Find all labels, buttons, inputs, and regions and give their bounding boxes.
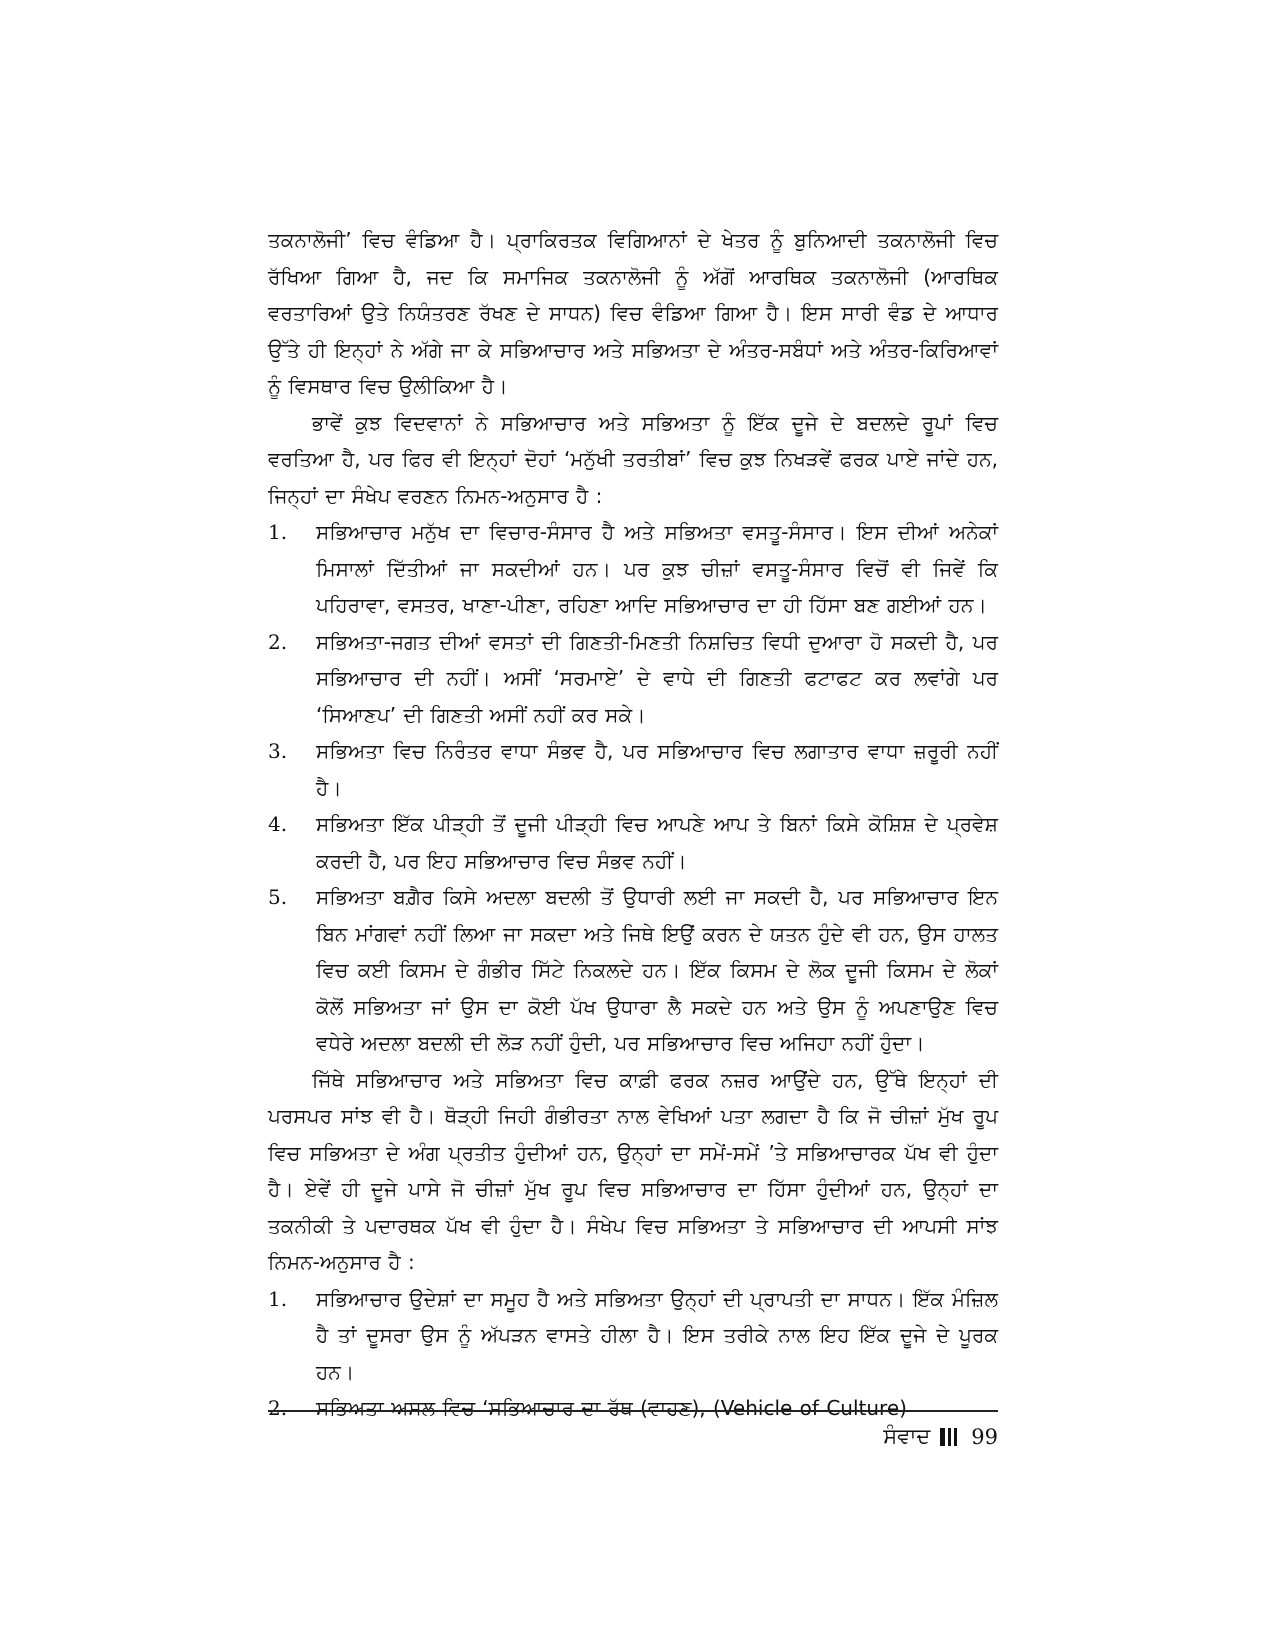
list-text: ਸਭਿਅਤਾ-ਜਗਤ ਦੀਆਂ ਵਸਤਾਂ ਦੀ ਗਿਣਤੀ-ਮਿਣਤੀ ਨਿਸ਼ਚਿਤ ਵਿਧੀ ਦੁਆਰਾ ਹੋ ਸਕਦੀ ਹੈ, ਪਰ ਸਭਿਆਚਾਰ ਦੀ ਨਹੀਂ। ਅਸੀਂ ‘ਸਰਮਾਏ’ ਦੇ ਵਾਧੇ ਦੀ ਗਿਣਤੀ ਫਟਾਫਟ ਕਰ ਲਵਾਂਗੇ ਪਰ ‘ਸਿਆਣਪ’ ਦੀ ਗਿਣਤੀ ਅਸੀਂ ਨਹੀਂ ਕਰ ਸਕੇ। bbox=[316, 629, 998, 727]
list-item bbox=[268, 1281, 998, 1391]
commonalities-list bbox=[268, 1281, 998, 1427]
list-item bbox=[268, 879, 998, 1062]
list-text: ਸਭਿਅਤਾ ਵਿਚ ਨਿਰੰਤਰ ਵਾਧਾ ਸੰਭਵ ਹੈ, ਪਰ ਸਭਿਆਚਾਰ ਵਿਚ ਲਗਾਤਾਰ ਵਾਧਾ ਜ਼ਰੂਰੀ ਨਹੀਂ ਹੈ। bbox=[316, 739, 998, 800]
journal-name: ਸੰਵਾਦ bbox=[883, 1424, 931, 1448]
differences-list bbox=[268, 514, 998, 1062]
page-footer bbox=[883, 1424, 998, 1449]
list-number: 4. bbox=[268, 812, 288, 836]
list-number: 1. bbox=[268, 520, 288, 544]
list-item bbox=[268, 733, 998, 806]
list-number: 2. bbox=[268, 1396, 288, 1420]
paragraph-2: ਭਾਵੇਂ ਕੁਝ ਵਿਦਵਾਨਾਂ ਨੇ ਸਭਿਆਚਾਰ ਅਤੇ ਸਭਿਅਤਾ ਨੂੰ ਇੱਕ ਦੂਜੇ ਦੇ ਬਦਲਦੇ ਰੂਪਾਂ ਵਿਚ ਵਰਤਿਆ ਹੈ, ਪਰ ਫਿਰ ਵੀ ਇਨ੍ਹਾਂ ਦੋਹਾਂ ‘ਮਨੁੱਖੀ ਤਰਤੀਬਾਂ’ ਵਿਚ ਕੁਝ ਨਿਖੜਵੇਂ ਫਰਕ ਪਾਏ ਜਾਂਦੇ ਹਨ, ਜਿਨ੍ਹਾਂ ਦਾ ਸੰਖੇਪ ਵਰਣਨ ਨਿਮਨ-ਅਨੁਸਾਰ ਹੈ : bbox=[268, 410, 998, 508]
list-text: ਸਭਿਅਤਾ ਬਗ਼ੈਰ ਕਿਸੇ ਅਦਲਾ ਬਦਲੀ ਤੋਂ ਉਧਾਰੀ ਲਈ ਜਾ ਸਕਦੀ ਹੈ, ਪਰ ਸਭਿਆਚਾਰ ਇਨ ਬਿਨ ਮਾਂਗਵਾਂ ਨਹੀਂ ਲਿਆ ਜਾ ਸਕਦਾ ਅਤੇ ਜਿਥੇ ਇਉਂ ਕਰਨ ਦੇ ਯਤਨ ਹੁੰਦੇ ਵੀ ਹਨ, ਉਸ ਹਾਲਤ ਵਿਚ ਕਈ ਕਿਸਮ ਦੇ ਗੰਭੀਰ ਸਿੱਟੇ ਨਿਕਲਦੇ ਹਨ। ਇੱਕ ਕਿਸਮ ਦੇ ਲੋਕ ਦੂਜੀ ਕਿਸਮ ਦੇ ਲੋਕਾਂ ਕੋਲੋਂ ਸਭਿਅਤਾ ਜਾਂ ਉਸ ਦਾ ਕੋਈ ਪੱਖ ਉਧਾਰਾ ਲੈ ਸਕਦੇ ਹਨ ਅਤੇ ਉਸ ਨੂੰ ਅਪਣਾਉਣ ਵਿਚ ਵਧੇਰੇ ਅਦਲਾ ਬਦਲੀ ਦੀ ਲੋੜ ਨਹੀਂ ਹੁੰਦੀ, ਪਰ ਸਭਿਆਚਾਰ ਵਿਚ ਅਜਿਹਾ ਨਹੀਂ ਹੁੰਦਾ। bbox=[316, 885, 998, 1055]
list-item bbox=[268, 806, 998, 879]
list-item bbox=[268, 1390, 998, 1427]
bars-icon bbox=[940, 1428, 957, 1446]
paragraph-3: ਜਿੱਥੇ ਸਭਿਆਚਾਰ ਅਤੇ ਸਭਿਅਤਾ ਵਿਚ ਕਾਫ਼ੀ ਫਰਕ ਨਜ਼ਰ ਆਉਂਦੇ ਹਨ, ਉੱਥੇ ਇਨ੍ਹਾਂ ਦੀ ਪਰਸਪਰ ਸਾਂਝ ਵੀ ਹੈ। ਥੋੜ੍ਹੀ ਜਿਹੀ ਗੰਭੀਰਤਾ ਨਾਲ ਵੇਖਿਆਂ ਪਤਾ ਲਗਦਾ ਹੈ ਕਿ ਜੋ ਚੀਜ਼ਾਂ ਮੁੱਖ ਰੂਪ ਵਿਚ ਸਭਿਅਤਾ ਦੇ ਅੰਗ ਪ੍ਰਤੀਤ ਹੁੰਦੀਆਂ ਹਨ, ਉਨ੍ਹਾਂ ਦਾ ਸਮੇਂ-ਸਮੇਂ ’ਤੇ ਸਭਿਆਚਾਰਕ ਪੱਖ ਵੀ ਹੁੰਦਾ ਹੈ। ਏਵੇਂ ਹੀ ਦੂਜੇ ਪਾਸੇ ਜੋ ਚੀਜ਼ਾਂ ਮੁੱਖ ਰੂਪ ਵਿਚ ਸਭਿਆਚਾਰ ਦਾ ਹਿੱਸਾ ਹੁੰਦੀਆਂ ਹਨ, ਉਨ੍ਹਾਂ ਦਾ ਤਕਨੀਕੀ ਤੇ ਪਦਾਰਥਕ ਪੱਖ ਵੀ ਹੁੰਦਾ ਹੈ। ਸੰਖੇਪ ਵਿਚ ਸਭਿਅਤਾ ਤੇ ਸਭਿਆਚਾਰ ਦੀ ਆਪਸੀ ਸਾਂਝ ਨਿਮਨ-ਅਨੁਸਾਰ ਹੈ : bbox=[268, 1067, 998, 1274]
list-text: ਸਭਿਅਤਾ ਇੱਕ ਪੀੜ੍ਹੀ ਤੋਂ ਦੂਜੀ ਪੀੜ੍ਹੀ ਵਿਚ ਆਪਣੇ ਆਪ ਤੇ ਬਿਨਾਂ ਕਿਸੇ ਕੋਸ਼ਿਸ਼ ਦੇ ਪ੍ਰਵੇਸ਼ ਕਰਦੀ ਹੈ, ਪਰ ਇਹ ਸਭਿਆਚਾਰ ਵਿਚ ਸੰਭਵ ਨਹੀਂ। bbox=[316, 812, 998, 873]
paragraph-1: ਤਕਨਾਲੋਜੀ’ ਵਿਚ ਵੰਡਿਆ ਹੈ। ਪ੍ਰਾਕਿਰਤਕ ਵਿਗਿਆਨਾਂ ਦੇ ਖੇਤਰ ਨੂੰ ਬੁਨਿਆਦੀ ਤਕਨਾਲੋਜੀ ਵਿਚ ਰੱਖਿਆ ਗਿਆ ਹੈ, ਜਦ ਕਿ ਸਮਾਜਿਕ ਤਕਨਾਲੋਜੀ ਨੂੰ ਅੱਗੋਂ ਆਰਥਿਕ ਤਕਨਾਲੋਜੀ (ਆਰਥਿਕ ਵਰਤਾਰਿਆਂ ਉਤੇ ਨਿਯੰਤਰਣ ਰੱਖਣ ਦੇ ਸਾਧਨ) ਵਿਚ ਵੰਡਿਆ ਗਿਆ ਹੈ। ਇਸ ਸਾਰੀ ਵੰਡ ਦੇ ਆਧਾਰ ਉੱਤੇ ਹੀ ਇਨ੍ਹਾਂ ਨੇ ਅੱਗੇ ਜਾ ਕੇ ਸਭਿਆਚਾਰ ਅਤੇ ਸਭਿਅਤਾ ਦੇ ਅੰਤਰ-ਸਬੰਧਾਂ ਅਤੇ ਅੰਤਰ-ਕਿਰਿਆਵਾਂ ਨੂੰ ਵਿਸਥਾਰ ਵਿਚ ਉਲੀਕਿਆ ਹੈ। bbox=[268, 228, 998, 398]
page-body bbox=[268, 222, 998, 1427]
list-text: ਸਭਿਅਤਾ ਅਸਲ ਵਿਚ ‘ਸਭਿਆਚਾਰ ਦਾ ਰੱਥ (ਵਾਹਣ), (Vehicle of Culture) bbox=[316, 1396, 907, 1420]
list-item bbox=[268, 624, 998, 734]
list-item bbox=[268, 514, 998, 624]
footer-rule bbox=[268, 1410, 998, 1412]
page-number: 99 bbox=[971, 1424, 998, 1449]
list-number: 5. bbox=[268, 885, 288, 909]
list-number: 3. bbox=[268, 739, 288, 763]
list-number: 1. bbox=[268, 1286, 288, 1311]
list-text: ਸਭਿਆਚਾਰ ਮਨੁੱਖ ਦਾ ਵਿਚਾਰ-ਸੰਸਾਰ ਹੈ ਅਤੇ ਸਭਿਅਤਾ ਵਸਤੂ-ਸੰਸਾਰ। ਇਸ ਦੀਆਂ ਅਨੇਕਾਂ ਮਿਸਾਲਾਂ ਦਿੱਤੀਆਂ ਜਾ ਸਕਦੀਆਂ ਹਨ। ਪਰ ਕੁਝ ਚੀਜ਼ਾਂ ਵਸਤੂ-ਸੰਸਾਰ ਵਿਚੋਂ ਵੀ ਜਿਵੇਂ ਕਿ ਪਹਿਰਾਵਾ, ਵਸਤਰ, ਖਾਣਾ-ਪੀਣਾ, ਰਹਿਣਾ ਆਦਿ ਸਭਿਆਚਾਰ ਦਾ ਹੀ ਹਿੱਸਾ ਬਣ ਗਈਆਂ ਹਨ। bbox=[316, 520, 998, 617]
list-text: ਸਭਿਆਚਾਰ ਉਦੇਸ਼ਾਂ ਦਾ ਸਮੂਹ ਹੈ ਅਤੇ ਸਭਿਅਤਾ ਉਨ੍ਹਾਂ ਦੀ ਪ੍ਰਾਪਤੀ ਦਾ ਸਾਧਨ। ਇੱਕ ਮੰਜ਼ਿਲ ਹੈ ਤਾਂ ਦੂਸਰਾ ਉਸ ਨੂੰ ਅੱਪੜਨ ਵਾਸਤੇ ਹੀਲਾ ਹੈ। ਇਸ ਤਰੀਕੇ ਨਾਲ ਇਹ ਇੱਕ ਦੂਜੇ ਦੇ ਪੂਰਕ ਹਨ। bbox=[316, 1286, 998, 1384]
list-number: 2. bbox=[268, 629, 288, 654]
